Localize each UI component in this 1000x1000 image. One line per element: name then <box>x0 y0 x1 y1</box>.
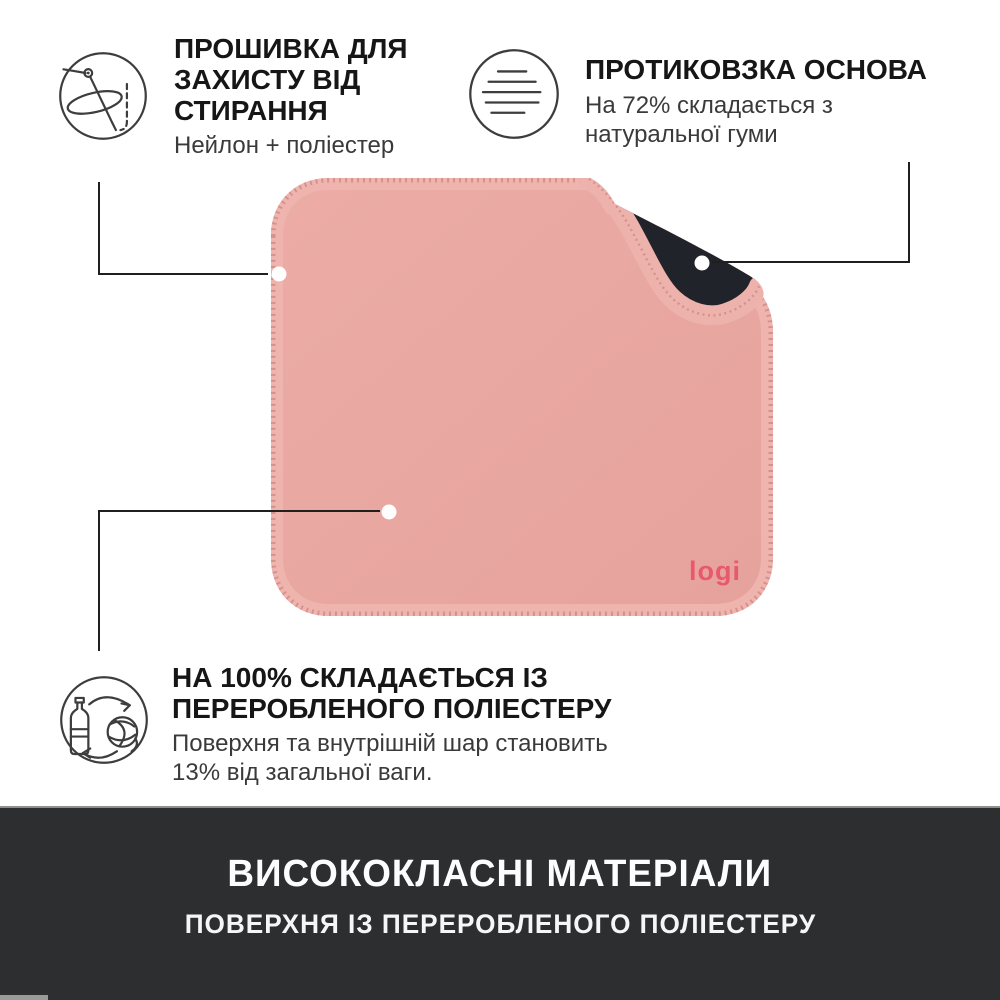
needle-stitch-icon <box>57 50 149 142</box>
grip-lines-icon <box>467 47 561 141</box>
feature-recycled-description <box>172 729 732 787</box>
callout-dot-stitching <box>272 267 287 282</box>
corner-artifact <box>0 995 48 1000</box>
recycled-bottle-yarn-icon <box>58 674 150 766</box>
logi-logo: logi <box>689 556 741 586</box>
feature-recycled-title <box>172 662 732 724</box>
feature-antislip-description <box>585 91 985 149</box>
desc-line: На 72% складається з <box>585 92 833 119</box>
feature-antislip-block <box>585 54 985 149</box>
feature-stitching-block <box>174 33 504 160</box>
banner-title: ВИСОКОКЛАСНІ МАТЕРІАЛИ <box>227 852 773 895</box>
feature-stitching-title <box>174 33 504 126</box>
callout-dot-recycled <box>382 505 397 520</box>
desc-line: 13% від загальної ваги. <box>172 759 433 786</box>
feature-antislip-title: ПРОТИКОВЗКА ОСНОВА <box>585 54 927 85</box>
callout-line-stitching <box>99 182 268 274</box>
feature-recycled-block <box>172 662 732 787</box>
banner-subtitle: ПОВЕРХНЯ ІЗ ПЕРЕРОБЛЕНОГО ПОЛІЕСТЕРУ <box>184 908 816 939</box>
desc-line: натуральної гуми <box>585 121 778 148</box>
title-line: ПЕРЕРОБЛЕНОГО ПОЛІЕСТЕРУ <box>172 693 612 724</box>
materials-banner <box>0 806 1000 1000</box>
desc-line: Поверхня та внутрішній шар становить <box>172 730 608 757</box>
callout-line-antislip <box>712 162 909 262</box>
title-line: СТИРАННЯ <box>174 95 328 126</box>
title-line: ЗАХИСТУ ВІД <box>174 64 361 95</box>
title-line: ПРОШИВКА ДЛЯ <box>174 33 408 64</box>
callout-dot-antislip <box>695 256 710 271</box>
pad-surface <box>271 178 773 616</box>
title-line: НА 100% СКЛАДАЄТЬСЯ ІЗ <box>172 662 548 693</box>
feature-stitching-description: Нейлон + поліестер <box>174 132 395 159</box>
